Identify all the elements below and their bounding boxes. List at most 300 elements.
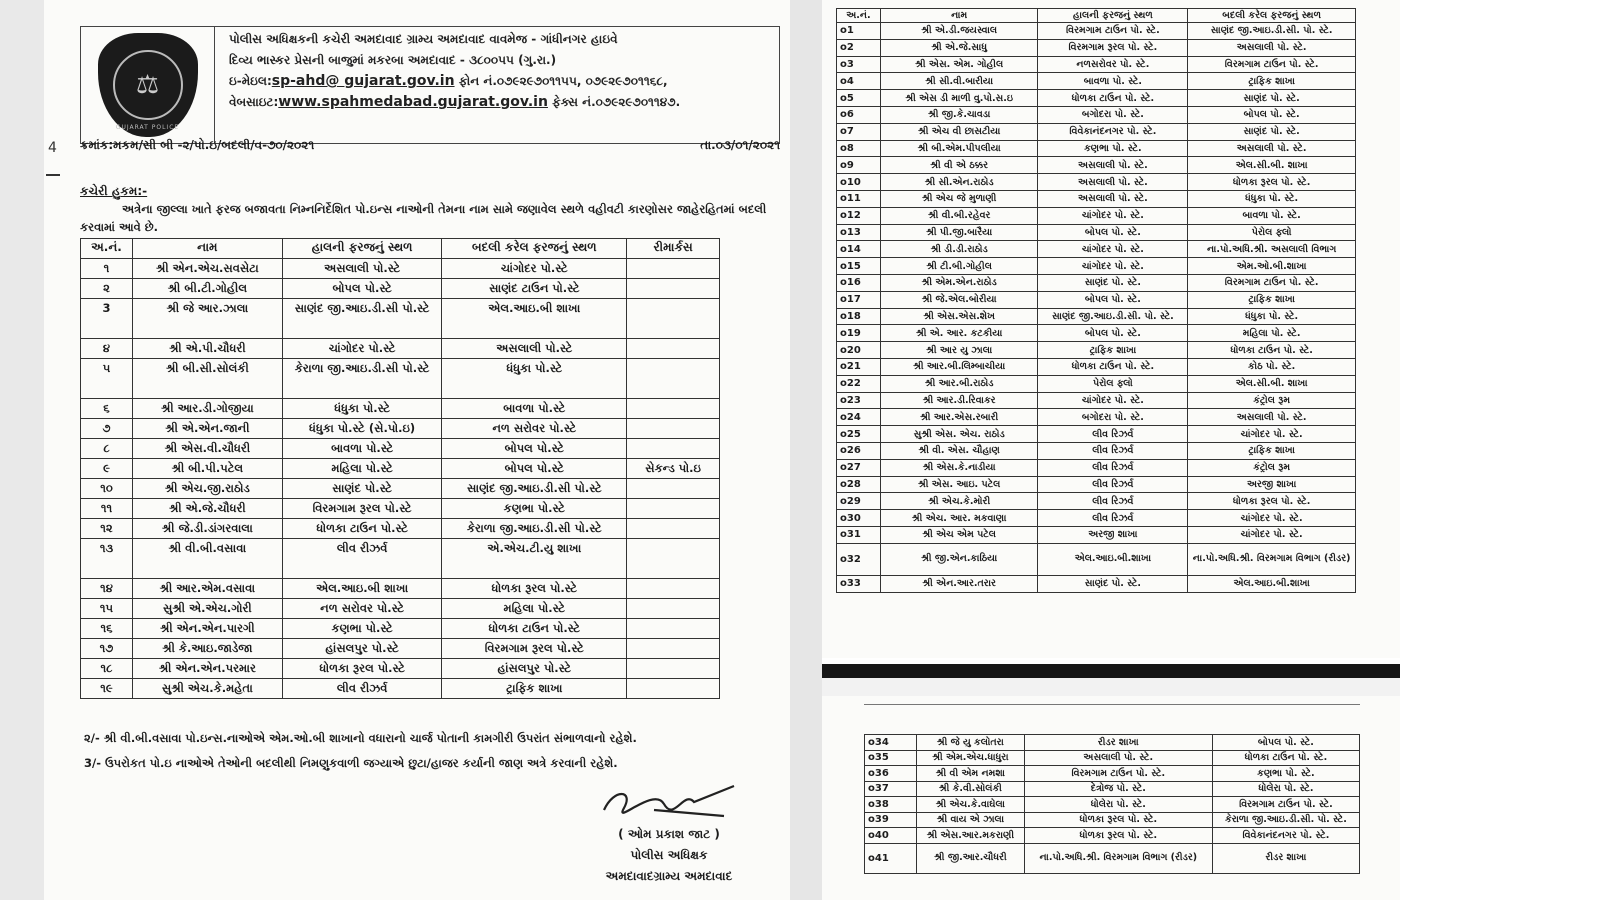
table-row [837,476,1356,493]
serial-cell: ૫ [81,359,133,399]
table-row [837,543,1356,575]
current-post-cell: એલ.આઇ.બી.શાખા [1038,543,1188,575]
serial-cell: o26 [837,442,881,459]
name-cell: સુશ્રી એસ. એચ. રાઠોડ [880,426,1038,443]
right-blank-area [1400,0,1600,900]
current-post-cell: ધોળકા ટાઉન પો.સ્ટે [282,519,442,539]
letterhead-contact [229,71,771,92]
table-row [81,499,720,519]
name-cell: શ્રી જી.એન.કાઠિયા [880,543,1038,575]
page-separator-gap [822,678,1400,696]
letterhead [80,26,780,144]
new-post-cell: ચાંગોદર પો. સ્ટે. [1188,426,1356,443]
new-post-cell: સાણંદ ટાઉન પો.સ્ટે [442,279,627,299]
current-post-cell: વિરમગામ ટાઉન પો. સ્ટે. [1024,766,1212,782]
serial-cell: o33 [837,575,881,592]
new-post-cell: કેરાળા જી.આઇ.ડી.સી. પો. સ્ટે. [1212,812,1359,828]
current-post-cell: લીવ રિઝર્વ [1038,442,1188,459]
current-post-cell: લીવ રિઝર્વ [1038,459,1188,476]
signatory-name: ( ઓમ પ્રકાશ જાટ ) [618,827,720,841]
current-post-cell: વિરમગામ ટાઉન પો. સ્ટે. [1038,23,1188,40]
current-post-cell: બોપલ પો. સ્ટે. [1038,224,1188,241]
serial-cell: ૧ [81,259,133,279]
current-post-cell: કણભા પો. સ્ટે. [1038,140,1188,157]
new-post-cell: અરજી શાખા [1188,476,1356,493]
table-row [81,359,720,399]
new-post-cell: ચાંગોદર પો. સ્ટે. [1188,510,1356,527]
table-row [837,190,1356,207]
name-cell: શ્રી કે.વી.સોલંકી [917,781,1025,797]
name-cell: શ્રી આર યુ ઝાલા [880,342,1038,359]
name-cell: શ્રી આર.એસ.રબારી [880,409,1038,426]
new-post-cell: બોપલ પો.સ્ટે [442,459,627,479]
new-post-cell: બાવળા પો.સ્ટે [442,399,627,419]
name-cell: શ્રી એસ.કે.નાડીયા [880,459,1038,476]
remark-cell [627,419,720,439]
new-post-cell: એલ.સી.બી. શાખા [1188,375,1356,392]
table-row [81,479,720,499]
remark-cell [627,499,720,519]
current-post-cell: કેરાળા જી.આઇ.ડી.સી પો.સ્ટે [282,359,442,399]
new-post-cell: ધોળકા રૂરલ પો.સ્ટે [442,579,627,599]
intro-paragraph: અત્રેના જીલ્લા ખાતે ફરજ બજાવતા નિમ્નનિર્દેશિત પો.ઇન્સ નાઓની તેમના નામ સામે જણાવેલ સ્થળે વહીવટી કારણોસર જાહેરહિતમાં બદલી કરવામાં આવે છે. [80,202,767,234]
table-row [81,419,720,439]
name-cell: શ્રી એ. આર. કટકીયા [880,325,1038,342]
name-cell: શ્રી જે આર.ઝાલા [132,299,282,339]
name-cell: શ્રી એચ જે મુળાણી [880,190,1038,207]
serial-cell: o5 [837,90,881,107]
current-post-cell: અરજી શાખા [1038,526,1188,543]
name-cell: શ્રી ટી.બી.ગોહીલ [880,258,1038,275]
name-cell: શ્રી એસ. આઇ. પટેલ [880,476,1038,493]
serial-cell: o12 [837,207,881,224]
serial-cell: o1 [837,23,881,40]
serial-cell: o37 [865,781,917,797]
table-row [837,459,1356,476]
table-row [837,510,1356,527]
table-row [81,619,720,639]
current-post-cell: ધોળકા ટાઉન પો. સ્ટે. [1038,358,1188,375]
serial-cell: ૧૫ [81,599,133,619]
left-margin-strip [0,0,44,900]
table-row [81,339,720,359]
current-post-cell: ધોલેરા પો. સ્ટે. [1024,797,1212,813]
header-serial: અ.નં. [81,239,133,259]
name-cell: સુશ્રી એચ.કે.મહેતા [132,679,282,699]
name-cell: શ્રી એસ. એમ. ગોહીલ [880,56,1038,73]
remark-cell [627,399,720,419]
table-row [837,140,1356,157]
serial-cell: o29 [837,493,881,510]
new-post-cell: અસલાલી પો. સ્ટે. [1188,140,1356,157]
name-cell: શ્રી આર.બી.રાઠોડ [880,375,1038,392]
table-row [837,375,1356,392]
current-post-cell: ચાંગોદર પો.સ્ટે [282,339,442,359]
serial-cell: o41 [865,843,917,873]
table-row [865,766,1360,782]
current-post-cell: બગોદરા પો. સ્ટે. [1038,409,1188,426]
website-label: વેબસાઇટ: [229,95,279,109]
current-post-cell: ટ્રાફિક શાખા [1038,342,1188,359]
current-post-cell: સાણંદ પો. સ્ટે. [1038,274,1188,291]
table-row [837,274,1356,291]
margin-mark: 4 [48,140,57,156]
table-row [837,157,1356,174]
new-post-cell: કંટ્રોલ રૂમ [1188,392,1356,409]
remark-cell [627,599,720,619]
signature-block [574,780,764,887]
serial-cell: o8 [837,140,881,157]
new-post-cell: કેરાળા જી.આઇ.ડી.સી પો.સ્ટે [442,519,627,539]
table-row [837,174,1356,191]
name-cell: શ્રી એચ વી છાસટીયા [880,123,1038,140]
new-post-cell: ધોળકા રૂરલ પો. સ્ટે. [1188,174,1356,191]
serial-cell: o39 [865,812,917,828]
new-post-cell: ચાંગોદર પો. સ્ટે. [1188,526,1356,543]
name-cell: શ્રી એન.એન.પારગી [132,619,282,639]
current-post-cell: નળસરોવર પો. સ્ટે. [1038,56,1188,73]
new-post-cell: વિરમગામ રૂરલ પો.સ્ટે [442,639,627,659]
remark-cell [627,679,720,699]
current-post-cell: ચાંગોદર પો. સ્ટે. [1038,241,1188,258]
name-cell: શ્રી એચ એમ પટેલ [880,526,1038,543]
name-cell: શ્રી એમ.એચ.ધાધુરા [917,750,1025,766]
table-row [81,639,720,659]
current-post-cell: વિરમગામ રૂરલ પો.સ્ટે [282,499,442,519]
serial-cell: ૧૪ [81,579,133,599]
office-order-heading: કચેરી હુકમ:- [80,184,148,198]
current-post-cell: બોપલ પો. સ્ટે. [1038,291,1188,308]
remark-cell [627,359,720,399]
new-post-cell: સાણંદ જી.આઇ.ડી.સી. પો. સ્ટે. [1188,23,1356,40]
table-row [81,279,720,299]
name-cell: શ્રી એસ ડી માળી વુ.પો.સ.ઇ [880,90,1038,107]
remark-cell [627,439,720,459]
current-post-cell: અસલાલી પો. સ્ટે. [1024,750,1212,766]
serial-cell: o16 [837,274,881,291]
name-cell: શ્રી એ.પી.ચૌધરી [132,339,282,359]
remark-cell [627,659,720,679]
new-post-cell: અસલાલી પો.સ્ટે [442,339,627,359]
new-post-cell: કણભા પો. સ્ટે. [1212,766,1359,782]
header-new-post: બદલી કરેલ ફરજનું સ્થળ [1188,9,1356,23]
name-cell: શ્રી વી એમ નમશા [917,766,1025,782]
page-separator-band [822,664,1400,678]
current-post-cell: અસલાલી પો. સ્ટે. [1038,174,1188,191]
table-row [865,735,1360,751]
new-post-cell: ધોળકા ટાઉન પો. સ્ટે. [1188,342,1356,359]
serial-cell: ૧૯ [81,679,133,699]
serial-cell: o18 [837,308,881,325]
website-link[interactable]: www.spahmedabad.gujarat.gov.in [278,94,548,110]
table-row [837,258,1356,275]
serial-cell: ૧૭ [81,639,133,659]
table-row [837,39,1356,56]
serial-cell: o7 [837,123,881,140]
name-cell: શ્રી એન.એચ.સવસેટા [132,259,282,279]
letterhead-line1: પોલીસ અધિક્ષકની કચેરી અમદાવાદ ગ્રામ્ય અમદાવાદ વાવમેજ - ગાંધીનગર હાઇવે [229,32,618,46]
serial-cell: o38 [865,797,917,813]
letterhead-web [229,92,771,113]
table-row [837,442,1356,459]
order-page-3 [822,696,1400,900]
serial-cell: o9 [837,157,881,174]
current-post-cell: ધંધુકા પો.સ્ટે [282,399,442,419]
new-post-cell: અસલાલી પો. સ્ટે. [1188,39,1356,56]
new-post-cell: વિવેકાનંદનગર પો. સ્ટે. [1212,828,1359,844]
table-row [837,224,1356,241]
name-cell: શ્રી બી.સી.સોલંકી [132,359,282,399]
table-row [81,439,720,459]
serial-cell: o14 [837,241,881,258]
serial-cell: o34 [865,735,917,751]
table-row [837,308,1356,325]
new-post-cell: ટ્રાફિક શાખા [442,679,627,699]
table-header-row [81,239,720,259]
transfer-table-2 [836,8,1356,593]
current-post-cell: રીડર શાખા [1024,735,1212,751]
table-row [865,750,1360,766]
new-post-cell: સાણંદ પો. સ્ટે. [1188,123,1356,140]
name-cell: શ્રી એ.જે.સાધુ [880,39,1038,56]
header-serial: અ.નં. [837,9,881,23]
serial-cell: o15 [837,258,881,275]
new-post-cell: બાવળા પો. સ્ટે. [1188,207,1356,224]
name-cell: શ્રી જે.ડી.ડાંગરવાલા [132,519,282,539]
name-cell: શ્રી સી.એન.રાઠોડ [880,174,1038,191]
name-cell: શ્રી એચ.કે.મોરી [880,493,1038,510]
current-post-cell: અસલાલી પો.સ્ટે [282,259,442,279]
new-post-cell: કણભા પો.સ્ટે [442,499,627,519]
current-post-cell: કણભા પો.સ્ટે [282,619,442,639]
serial-cell: o11 [837,190,881,207]
new-post-cell: પેરોલ ફ્લો [1188,224,1356,241]
name-cell: શ્રી એન.આર.તરાર [880,575,1038,592]
table-row [865,797,1360,813]
order-notes [84,726,784,776]
serial-cell: ૯ [81,459,133,479]
table-row [837,123,1356,140]
serial-cell: ૨ [81,279,133,299]
serial-cell: ૧૧ [81,499,133,519]
current-post-cell: હાંસલપુર પો.સ્ટે [282,639,442,659]
seal-text: GUJARAT POLICE [115,124,180,131]
current-post-cell: સાણંદ પો. સ્ટે. [1038,575,1188,592]
serial-cell: o32 [837,543,881,575]
new-post-cell: બોપલ પો.સ્ટે [442,439,627,459]
current-post-cell: લીવ રિઝર્વ [1038,426,1188,443]
new-post-cell: ટ્રાફિક શાખા [1188,73,1356,90]
header-name: નામ [132,239,282,259]
current-post-cell: ચાંગોદર પો. સ્ટે. [1038,207,1188,224]
serial-cell: o30 [837,510,881,527]
name-cell: શ્રી કે.આઇ.જાડેજા [132,639,282,659]
table-row [81,679,720,699]
new-post-cell: કંટ્રોલ રૂમ [1188,459,1356,476]
header-name: નામ [880,9,1038,23]
letterhead-line2: દિવ્ય ભાસ્કર પ્રેસની બાજુમાં મકરબા અમદાવાદ - ૩૮૦૦૫૫ (ગુ.રા.) [229,53,557,67]
remark-cell [627,519,720,539]
phone-numbers: ફોન નં.૦૭૯૨૯૭૦૧૧૫૫, ૦૭૯૨૯૭૦૧૧૬૮, [458,74,668,88]
serial-cell: o24 [837,409,881,426]
name-cell: શ્રી જે.એલ.બોરીયા [880,291,1038,308]
remark-cell [627,619,720,639]
current-post-cell: પેરોલ ફ્લો [1038,375,1188,392]
current-post-cell: મહિલા પો.સ્ટે [282,459,442,479]
new-post-cell: ધંધુકા પો.સ્ટે [442,359,627,399]
current-post-cell: લીવ રીઝર્વ [282,679,442,699]
remark-cell [627,279,720,299]
new-post-cell: કોઠ પો. સ્ટે. [1188,358,1356,375]
table-row [81,399,720,419]
serial-cell: o23 [837,392,881,409]
remark-cell [627,579,720,599]
name-cell: શ્રી એચ.જી.રાઠોડ [132,479,282,499]
table-row [81,659,720,679]
table-row [81,519,720,539]
name-cell: શ્રી જી.કે.ચાવડા [880,106,1038,123]
serial-cell: ૧૬ [81,619,133,639]
new-post-cell: એલ.આઇ.બી.શાખા [1188,575,1356,592]
current-post-cell: બોપલ પો. સ્ટે. [1038,325,1188,342]
table-row [837,575,1356,592]
table-row [837,207,1356,224]
current-post-cell: અસલાલી પો. સ્ટે. [1038,157,1188,174]
new-post-cell: એલ.આઇ.બી શાખા [442,299,627,339]
table-row [837,325,1356,342]
new-post-cell: ધોળકા ટાઉન પો. સ્ટે. [1212,750,1359,766]
police-seal-icon [98,33,198,137]
current-post-cell: સાણંદ પો.સ્ટે [282,479,442,499]
name-cell: શ્રી વી.બી.રહેવર [880,207,1038,224]
new-post-cell: મહિલા પો. સ્ટે. [1188,325,1356,342]
order-number: ક્રમાંક:મકમ/સી બી -૨/પો.ઇ/બદલી/વ-૭૦/૨૦૨૧ [80,138,315,152]
table-row [81,459,720,479]
table-row [865,781,1360,797]
new-post-cell: વિરમગામ ટાઉન પો. સ્ટે. [1188,56,1356,73]
table-row [865,828,1360,844]
serial-cell: ૧૨ [81,519,133,539]
table-row [837,56,1356,73]
seal-emblem-icon: ⚖ [113,50,183,120]
remark-cell [627,259,720,279]
name-cell: શ્રી એસ.વી.ચૌધરી [132,439,282,459]
name-cell: શ્રી એસ.એસ.શેખ [880,308,1038,325]
current-post-cell: લીવ રીઝર્વ [282,539,442,579]
current-post-cell: ધોળકા રૂરલ પો. સ્ટે. [1024,828,1212,844]
current-post-cell: દેત્રોજ પો. સ્ટે. [1024,781,1212,797]
table-row [837,241,1356,258]
table-row [837,90,1356,107]
serial-cell: ૮ [81,439,133,459]
seal-box [81,27,215,143]
current-post-cell: વિરમગામ રૂરલ પો. સ્ટે. [1038,39,1188,56]
serial-cell: o36 [865,766,917,782]
new-post-cell: બોપલ પો. સ્ટે. [1212,735,1359,751]
note-3: 3/- ઉપરોકત પો.ઇ નાઓએ તેઓની બદલીથી નિમણુકવાળી જગ્યાએ છુટા/હાજર કર્યાની જાણ અત્રે કરવાની રહેશે. [84,756,618,770]
serial-cell: ૭ [81,419,133,439]
new-post-cell: સાણંદ જી.આઇ.ડી.સી પો.સ્ટે [442,479,627,499]
serial-cell: o27 [837,459,881,476]
serial-cell: o10 [837,174,881,191]
name-cell: શ્રી આર.ડી.રિવાકર [880,392,1038,409]
current-post-cell: નળ સરોવર પો.સ્ટે [282,599,442,619]
table-row [81,539,720,579]
serial-cell: o31 [837,526,881,543]
name-cell: શ્રી એમ.એન.રાઠોડ [880,274,1038,291]
new-post-cell: ધોળકા રૂરલ પો. સ્ટે. [1188,493,1356,510]
name-cell: શ્રી વી.બી.વસાવા [132,539,282,579]
new-post-cell: મહિલા પો.સ્ટે [442,599,627,619]
serial-cell: o21 [837,358,881,375]
name-cell: શ્રી એચ. આર. મકવાણા [880,510,1038,527]
signature-scribble-icon [594,780,744,824]
current-post-cell: ધોળકા રૂરલ પો. સ્ટે. [1024,812,1212,828]
new-post-cell: નળ સરોવર પો.સ્ટે [442,419,627,439]
serial-cell: o40 [865,828,917,844]
serial-cell: o17 [837,291,881,308]
new-post-cell: હાંસલપુર પો.સ્ટે [442,659,627,679]
serial-cell: o28 [837,476,881,493]
serial-cell: ૧૩ [81,539,133,579]
table-row [837,426,1356,443]
serial-cell: o6 [837,106,881,123]
name-cell: શ્રી આર.એમ.વસાવા [132,579,282,599]
table-header-row [837,9,1356,23]
remark-cell [627,339,720,359]
name-cell: શ્રી આર.ડી.ગોજીયા [132,399,282,419]
letterhead-text [215,27,779,143]
current-post-cell: બગોદરા પો. સ્ટે. [1038,106,1188,123]
current-post-cell: સાણંદ જી.આઇ.ડી.સી. પો. સ્ટે. [1038,308,1188,325]
current-post-cell: ધોળકા રૂરલ પો.સ્ટે [282,659,442,679]
serial-cell: o4 [837,73,881,90]
page-top-rule [864,704,1360,705]
serial-cell: o20 [837,342,881,359]
remark-cell [627,539,720,579]
serial-cell: o3 [837,56,881,73]
new-post-cell: ટ્રાફિક શાખા [1188,291,1356,308]
header-new-post: બદલી કરેલ ફરજનું સ્થળ [442,239,627,259]
transfer-table-3 [864,734,1360,874]
name-cell: શ્રી વી. એસ. ચૌહાણ [880,442,1038,459]
current-post-cell: લીવ રિઝર્વ [1038,476,1188,493]
new-post-cell: એલ.સી.બી. શાખા [1188,157,1356,174]
email-link[interactable]: sp-ahd@ gujarat.gov.in [271,73,455,89]
new-post-cell: ચાંગોદર પો.સ્ટે [442,259,627,279]
new-post-cell: એ.એચ.ટી.યુ શાખા [442,539,627,579]
new-post-cell: અસલાલી પો. સ્ટે. [1188,409,1356,426]
new-post-cell: ધોળકા ટાઉન પો.સ્ટે [442,619,627,639]
table-row [837,342,1356,359]
name-cell: શ્રી વી એ ઠક્કર [880,157,1038,174]
current-post-cell: એલ.આઇ.બી શાખા [282,579,442,599]
table-row [837,73,1356,90]
new-post-cell: ધોલેરા પો. સ્ટે. [1212,781,1359,797]
name-cell: શ્રી પી.જી.બારૈયા [880,224,1038,241]
header-remarks: રીમાર્કસ [627,239,720,259]
name-cell: શ્રી એચ.કે.વાઘેલા [917,797,1025,813]
new-post-cell: વિરમગામ ટાઉન પો. સ્ટે. [1212,797,1359,813]
current-post-cell: ના.પો.અધિ.શ્રી. વિરમગામ વિભાગ (રીડર) [1024,843,1212,873]
order-page-1 [44,0,790,900]
table-row [81,259,720,279]
page-gap [790,0,822,900]
name-cell: શ્રી સી.વી.બારીયા [880,73,1038,90]
serial-cell: o13 [837,224,881,241]
table-row [865,812,1360,828]
current-post-cell: ચાંગોદર પો. સ્ટે. [1038,258,1188,275]
